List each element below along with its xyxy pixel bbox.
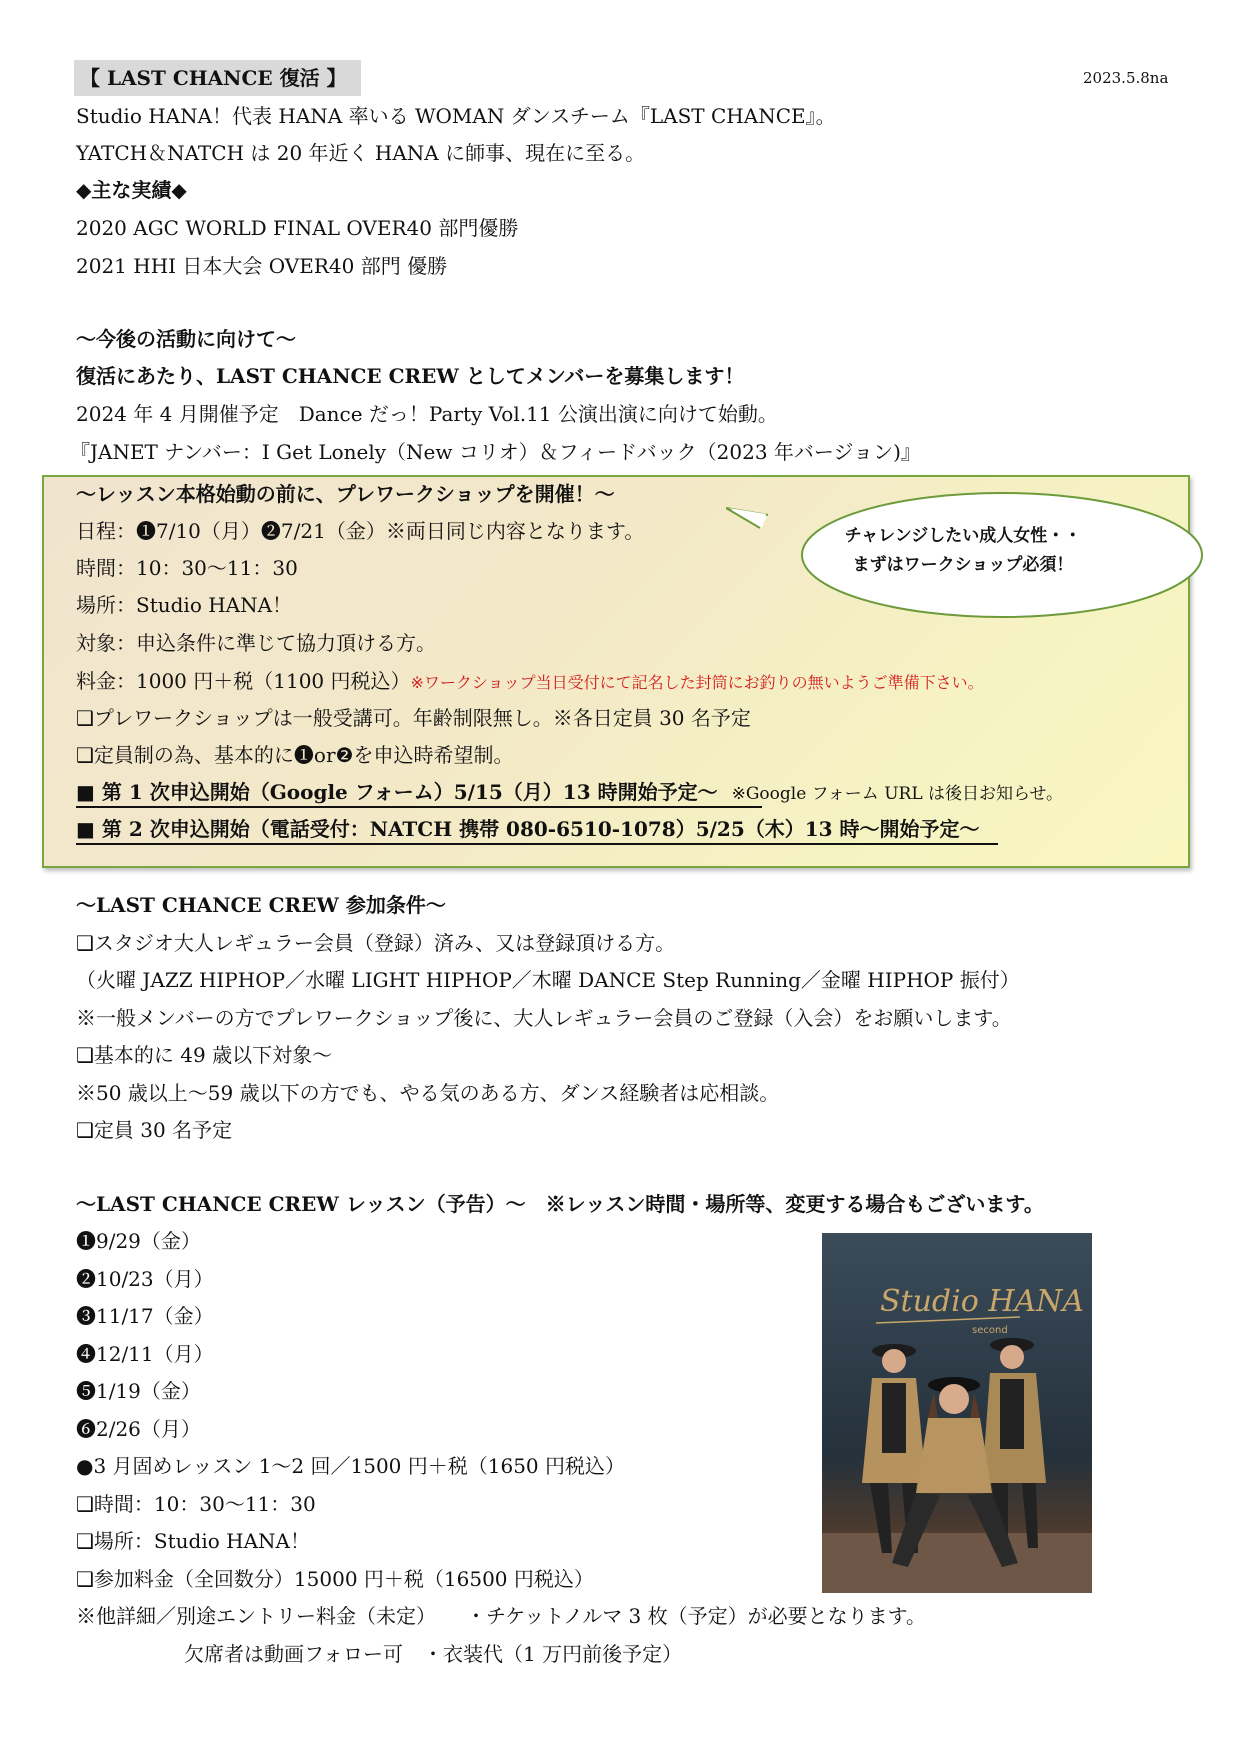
speech-bubble-text — [780, 522, 1146, 580]
lesson-other-1: ※他詳細／別途エントリー料金（未定） ・チケットノルマ 3 枚（予定）が必要となります。 — [76, 1604, 927, 1628]
workshop-apply-1: ■ 第 1 次申込開始（Google フォーム）5/15（月）13 時開始予定～ — [76, 780, 718, 804]
workshop-apply-2: ■ 第 2 次申込開始（電話受付：NATCH 携帯 080-6510-1078）5/25（木）13 時～開始予定～ — [76, 817, 980, 841]
document-date: 2023.5.8na — [1083, 69, 1169, 87]
number-line: 『JANET ナンバー：I Get Lonely（New コリオ）＆フィードバック（2023 年バージョン)』 — [70, 440, 921, 464]
lesson-date-6: ❻2/26（月） — [76, 1417, 201, 1441]
workshop-target: 対象：申込条件に準じて協力頂ける方。 — [76, 631, 436, 655]
workshop-apply-1-row — [76, 777, 1063, 807]
workshop-open-note: ❑プレワークショップは一般受講可。年齢制限無し。※各日定員 30 名予定 — [76, 706, 751, 730]
lessons-heading: ～LAST CHANCE CREW レッスン（予告）～ ※レッスン時間・場所等、変更する場合もございます。 — [76, 1192, 1044, 1216]
team-photo — [822, 1233, 1092, 1593]
workshop-place: 場所：Studio HANA！ — [76, 593, 293, 617]
intro-line-1: Studio HANA！代表 HANA 率いる WOMAN ダンスチーム『LAST CHANCE』。 — [76, 104, 836, 128]
document-title: 【 LAST CHANCE 復活 】 — [74, 60, 361, 96]
achievement-2: 2021 HHI 日本大会 OVER40 部門 優勝 — [76, 254, 448, 278]
workshop-capacity-note: ❑定員制の為、基本的に❶or❷を申込時希望制。 — [76, 743, 514, 767]
lesson-date-2: ❷10/23（月） — [76, 1267, 214, 1291]
bubble-line-2: まずはワークショップ必須！ — [852, 555, 1074, 575]
conditions-heading: ～LAST CHANCE CREW 参加条件～ — [76, 893, 446, 917]
lesson-place: ❑場所：Studio HANA！ — [76, 1529, 310, 1553]
workshop-fee-row — [76, 666, 984, 696]
lesson-time: ❑時間：10：30～11：30 — [76, 1492, 316, 1516]
bubble-line-1: チャレンジしたい成人女性・・ — [844, 526, 1082, 546]
workshop-fee: 料金：1000 円＋税（1100 円税込） — [76, 669, 411, 693]
workshop-apply-1-note: ※Google フォーム URL は後日お知らせ。 — [731, 784, 1064, 804]
lesson-other-2: 欠席者は動画フォロー可 ・衣装代（1 万円前後予定） — [184, 1642, 683, 1666]
studio-sign-sub: second — [972, 1325, 1008, 1336]
workshop-heading: ～レッスン本格始動の前に、プレワークショップを開催！～ — [76, 482, 615, 506]
event-line: 2024 年 4 月開催予定 Dance だっ！Party Vol.11 公演出演に向けて始動。 — [76, 402, 778, 426]
condition-item-1-detail: （火曜 JAZZ HIPHOP／水曜 LIGHT HIPHOP／木曜 DANCE Step Running／金曜 HIPHOP 振付） — [76, 968, 1020, 992]
apply-1-underline — [76, 806, 762, 808]
condition-item-1: ❑スタジオ大人レギュラー会員（登録）済み、又は登録頂ける方。 — [76, 931, 676, 955]
condition-item-2-note: ※50 歳以上～59 歳以下の方でも、やる気のある方、ダンス経験者は応相談。 — [76, 1081, 780, 1105]
condition-item-2: ❑基本的に 49 歳以下対象～ — [76, 1043, 333, 1067]
workshop-time: 時間：10：30～11：30 — [76, 556, 298, 580]
workshop-schedule: 日程：❶7/10（月）❷7/21（金）※両日同じ内容となります。 — [76, 519, 645, 543]
workshop-fee-note: ※ワークショップ当日受付にて記名した封筒にお釣りの無いようご準備下さい。 — [410, 673, 984, 692]
condition-item-3: ❑定員 30 名予定 — [76, 1118, 233, 1142]
condition-item-1-note: ※一般メンバーの方でプレワークショップ後に、大人レギュラー会員のご登録（入会）をお願いします。 — [76, 1006, 1012, 1030]
lesson-date-5: ❺1/19（金） — [76, 1379, 201, 1403]
future-heading: ～今後の活動に向けて～ — [76, 327, 296, 351]
achievements-heading: ◆主な実績◆ — [76, 178, 187, 202]
lesson-march: ●3 月固めレッスン 1～2 回／1500 円＋税（1650 円税込） — [76, 1454, 626, 1478]
intro-line-2: YATCH＆NATCH は 20 年近く HANA に師事、現在に至る。 — [76, 141, 646, 165]
studio-sign-text: Studio HANA — [880, 1284, 1085, 1319]
lesson-date-3: ❸11/17（金） — [76, 1304, 214, 1328]
apply-2-underline — [76, 843, 998, 845]
recruit-line: 復活にあたり、LAST CHANCE CREW としてメンバーを募集します！ — [76, 364, 745, 388]
achievement-1: 2020 AGC WORLD FINAL OVER40 部門優勝 — [76, 216, 519, 240]
lesson-date-1: ❶9/29（金） — [76, 1229, 201, 1253]
lesson-date-4: ❹12/11（月） — [76, 1342, 214, 1366]
lesson-fee: ❑参加料金（全回数分）15000 円＋税（16500 円税込） — [76, 1567, 594, 1591]
